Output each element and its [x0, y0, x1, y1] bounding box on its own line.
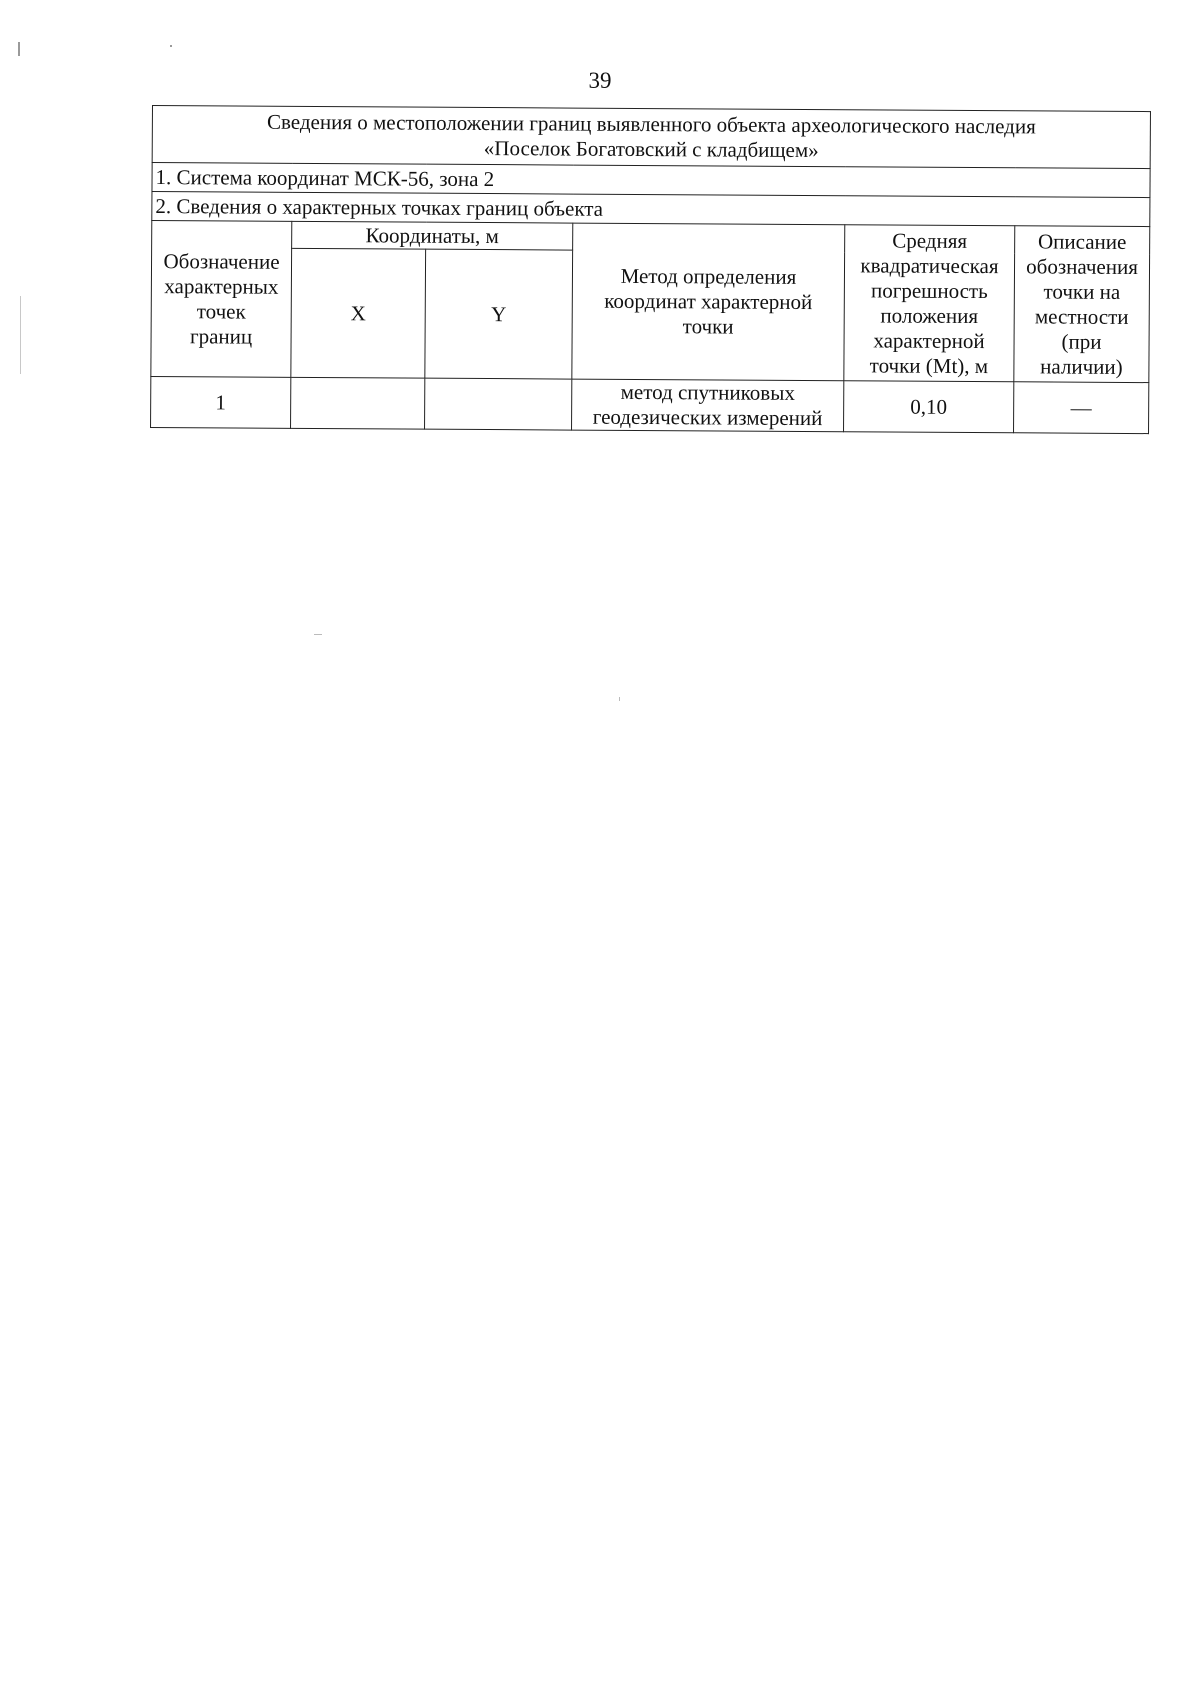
scan-speck [619, 697, 620, 701]
scan-speck [18, 42, 20, 56]
table-title-line-2: «Поселок Богатовский с кладбищем» [483, 136, 819, 163]
header-point-designation-line-3: точек [196, 298, 246, 324]
cell-method [572, 379, 844, 432]
scan-speck [170, 45, 172, 47]
header-point-designation-line-1: Обозначение [163, 248, 280, 274]
page-number: 39 [588, 68, 612, 93]
cell-x [291, 377, 425, 429]
cell-y [425, 378, 572, 430]
header-error-line-1: Средняя [892, 228, 968, 253]
header-method-line-2: координат характерной [604, 288, 813, 315]
header-desc-line-3: точки на [1043, 278, 1121, 304]
cell-method-line-1: метод спутниковых [620, 379, 795, 405]
header-method-line-1: Метод определения [620, 263, 797, 289]
header-y: Y [425, 249, 573, 379]
header-desc-line-2: обозначения [1026, 253, 1138, 279]
header-point-designation [151, 221, 292, 378]
header-point-description [1014, 226, 1150, 383]
header-error-line-6: точки (Mt), м [869, 352, 989, 378]
table-row [151, 376, 1149, 433]
cell-error: 0,10 [844, 381, 1014, 433]
cell-method-line-2: геодезических измерений [592, 404, 823, 431]
header-error-line-3: погрешность [870, 277, 988, 303]
header-error-line-2: квадратическая [860, 252, 999, 278]
cell-point: 1 [151, 376, 291, 428]
header-mean-square-error [844, 225, 1015, 382]
boundary-points-table [150, 105, 1151, 434]
header-desc-line-4: местности [1034, 303, 1129, 329]
boundary-points-section-cell: 2. Сведения о характерных точках границ объекта [152, 192, 1150, 227]
header-error-line-5: характерной [873, 327, 985, 353]
header-coordinates: Координаты, м [292, 221, 573, 250]
scan-speck [314, 634, 322, 635]
header-desc-line-5: (при [1061, 329, 1102, 354]
header-point-designation-line-2: характерных [164, 273, 279, 299]
header-method-line-3: точки [682, 314, 734, 339]
table-title-cell [152, 106, 1150, 169]
table-title-row [152, 106, 1150, 169]
scan-speck [20, 296, 21, 374]
header-error-line-4: положения [880, 302, 979, 328]
header-desc-line-6: наличии) [1040, 353, 1123, 379]
header-method [572, 223, 845, 381]
table-title-line-1: Сведения о местоположении границ выявленного объекта археологического наследия [266, 109, 1036, 139]
coordinate-system-cell: 1. Система координат МСК-56, зона 2 [152, 163, 1150, 198]
header-x: X [291, 248, 426, 378]
cell-description: — [1014, 382, 1149, 434]
header-point-designation-line-4: границ [189, 323, 253, 349]
header-desc-line-1: Описание [1037, 228, 1127, 254]
